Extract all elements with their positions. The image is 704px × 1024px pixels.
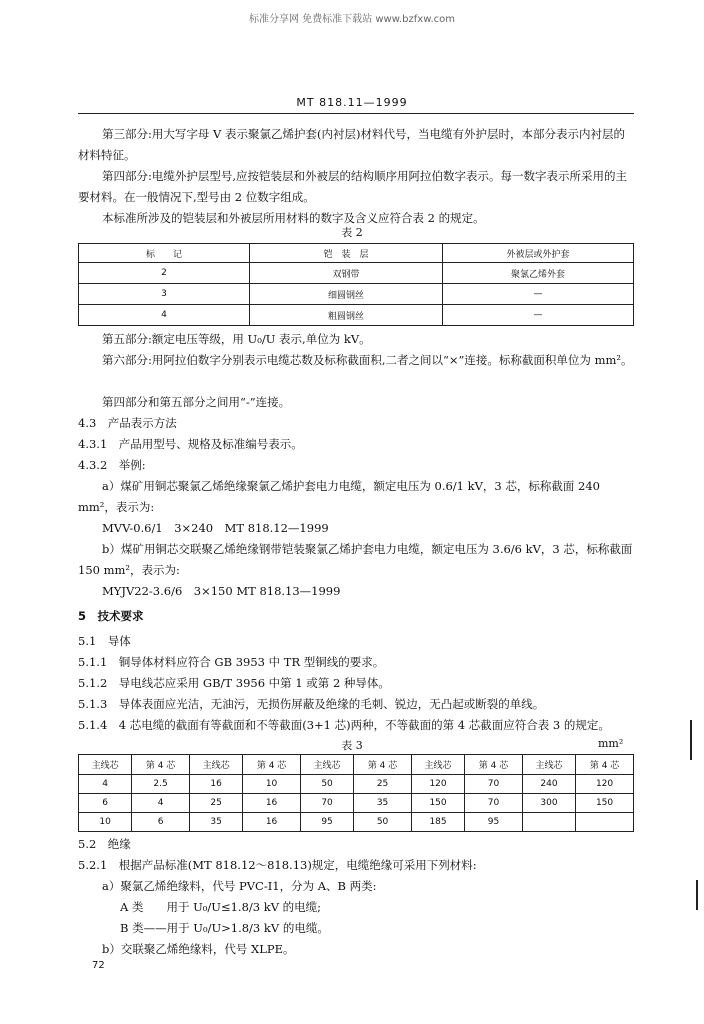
page-number: 72 xyxy=(92,960,105,971)
table2-header-mark: 标 记 xyxy=(79,244,250,263)
standard-header: MT 818.11—1999 xyxy=(296,96,408,109)
table-cell: 10 xyxy=(243,775,301,794)
example-b-code: MYJV22-3.6/6 3×150 MT 818.13—1999 xyxy=(102,584,341,598)
table-cell: 25 xyxy=(354,775,412,794)
table3-header: 第 4 芯 xyxy=(243,755,301,775)
table-cell: 双钢带 xyxy=(250,263,443,284)
paragraph-part3: 第三部分:用大写字母 V 表示聚氯乙烯护套(内衬层)材料代号，当电缆有外护层时，本部分表示内衬层的材料特征。 xyxy=(78,127,625,162)
table3-header: 第 4 芯 xyxy=(465,755,523,775)
table-cell: 240 xyxy=(522,775,575,794)
table-row xyxy=(79,305,634,326)
section-4-3: 4.3 产品表示方法 xyxy=(78,416,177,430)
table-cell xyxy=(522,813,575,832)
insulation-a: a）聚氯乙烯绝缘料，代号 PVC-I1，分为 A、B 两类: xyxy=(102,879,377,893)
section-4-3-2: 4.3.2 举例: xyxy=(78,458,146,472)
table-cell: 300 xyxy=(522,794,575,813)
insulation-class-b: B 类——用于 U₀/U>1.8/3 kV 的电缆。 xyxy=(120,921,329,935)
table-cell: 35 xyxy=(189,813,242,832)
scan-edge-mark xyxy=(696,880,698,910)
table3-header: 第 4 芯 xyxy=(354,755,412,775)
table-cell: — xyxy=(443,305,634,326)
table3-header: 主线芯 xyxy=(79,755,132,775)
insulation-class-a: A 类 用于 U₀/U≤1.8/3 kV 的电缆; xyxy=(120,900,322,914)
table-cell: 25 xyxy=(189,794,242,813)
table-row xyxy=(79,775,634,794)
table-cell: 6 xyxy=(132,813,190,832)
table-cell: 3 xyxy=(79,284,250,305)
table-row xyxy=(79,263,634,284)
watermark-text: 标准分享网 免费标准下载站 www.bzfxw.com xyxy=(249,14,455,25)
table-cell: 4 xyxy=(79,775,132,794)
section-5-heading: 5 技术要求 xyxy=(78,609,144,623)
section-5-1-1: 5.1.1 铜导体材料应符合 GB 3953 中 TR 型铜线的要求。 xyxy=(78,655,385,669)
example-a: a）煤矿用铜芯聚氯乙烯绝缘聚氯乙烯护套电力电缆，额定电压为 0.6/1 kV，3 芯，标称截面 240 mm²，表示为: xyxy=(78,479,600,514)
table-cell: 细圆钢丝 xyxy=(250,284,443,305)
table-cell: — xyxy=(443,284,634,305)
paragraph-part6: 第六部分:用阿拉伯数字分别表示电缆芯数及标称截面积,二者之间以“×”连接。标称截面积单位为 mm²。 xyxy=(102,353,633,367)
section-5-2-1: 5.2.1 根据产品标准(MT 818.12～818.13)规定，电缆绝缘可采用下列材料: xyxy=(78,858,477,872)
table3-header: 主线芯 xyxy=(300,755,353,775)
table-cell: 聚氯乙烯外套 xyxy=(443,263,634,284)
table3-header: 第 4 芯 xyxy=(576,755,634,775)
table3-header: 主线芯 xyxy=(522,755,575,775)
insulation-b: b）交联聚乙烯绝缘料，代号 XLPE。 xyxy=(102,942,295,956)
paragraph-part4: 第四部分:电缆外护层型号,应按铠装层和外被层的结构顺序用阿拉伯数字表示。每一数字表示所采用的主要材料。在一般情况下,型号由 2 位数字组成。 xyxy=(78,169,628,204)
table-cell: 95 xyxy=(300,813,353,832)
paragraph-table2-intro: 本标准所涉及的铠装层和外被层所用材料的数字及含义应符合表 2 的规定。 xyxy=(102,211,485,225)
table-cell: 50 xyxy=(354,813,412,832)
table-cell: 120 xyxy=(576,775,634,794)
table-row xyxy=(79,794,634,813)
table3 xyxy=(78,754,634,832)
table-cell: 150 xyxy=(576,794,634,813)
table-cell: 16 xyxy=(243,813,301,832)
example-a-code: MVV-0.6/1 3×240 MT 818.12—1999 xyxy=(102,521,329,535)
header-rule xyxy=(78,113,634,114)
table3-caption: 表 3 xyxy=(341,739,363,752)
table3-header: 第 4 芯 xyxy=(132,755,190,775)
table2 xyxy=(78,243,634,326)
table2-caption: 表 2 xyxy=(341,226,363,239)
section-4-3-1: 4.3.1 产品用型号、规格及标准编号表示。 xyxy=(78,437,303,451)
table2-header-sheath: 外被层或外护套 xyxy=(443,244,634,263)
table-cell: 16 xyxy=(243,794,301,813)
table-row xyxy=(79,813,634,832)
scan-edge-mark xyxy=(690,720,692,760)
table-cell: 2 xyxy=(79,263,250,284)
table2-header-armor: 铠 装 层 xyxy=(250,244,443,263)
table-cell: 6 xyxy=(79,794,132,813)
section-5-1-3: 5.1.3 导体表面应光洁，无油污，无损伤屏蔽及绝缘的毛刺、锐边，无凸起或断裂的单线。 xyxy=(78,697,545,711)
table-cell: 4 xyxy=(79,305,250,326)
table-cell: 35 xyxy=(354,794,412,813)
table-cell: 150 xyxy=(411,794,464,813)
table-cell: 185 xyxy=(411,813,464,832)
paragraph-part5: 第五部分:额定电压等级，用 U₀/U 表示,单位为 kV。 xyxy=(102,332,371,346)
table-cell: 120 xyxy=(411,775,464,794)
table-cell: 95 xyxy=(465,813,523,832)
table-cell: 70 xyxy=(465,794,523,813)
section-5-1-4: 5.1.4 4 芯电缆的截面有等截面和不等截面(3+1 芯)两种，不等截面的第 4 芯截面应符合表 3 的规定。 xyxy=(78,718,610,732)
table-cell: 70 xyxy=(300,794,353,813)
table-row xyxy=(79,284,634,305)
table-cell: 粗圆钢丝 xyxy=(250,305,443,326)
example-b: b）煤矿用铜芯交联聚乙烯绝缘钢带铠装聚氯乙烯护套电力电缆，额定电压为 3.6/6 kV，3 芯，标称截面 150 mm²，表示为: xyxy=(78,542,633,577)
table3-unit: mm² xyxy=(598,737,624,750)
section-5-2: 5.2 绝缘 xyxy=(78,837,131,851)
section-5-1: 5.1 导体 xyxy=(78,634,131,648)
table-cell xyxy=(576,813,634,832)
table3-header: 主线芯 xyxy=(411,755,464,775)
table-cell: 70 xyxy=(465,775,523,794)
table-cell: 50 xyxy=(300,775,353,794)
paragraph-part45: 第四部分和第五部分之间用“-”连接。 xyxy=(102,395,291,409)
table-cell: 2.5 xyxy=(132,775,190,794)
table-cell: 4 xyxy=(132,794,190,813)
section-5-1-2: 5.1.2 导电线芯应采用 GB/T 3956 中第 1 或第 2 种导体。 xyxy=(78,676,390,690)
table3-header: 主线芯 xyxy=(189,755,242,775)
table-cell: 16 xyxy=(189,775,242,794)
table-cell: 10 xyxy=(79,813,132,832)
